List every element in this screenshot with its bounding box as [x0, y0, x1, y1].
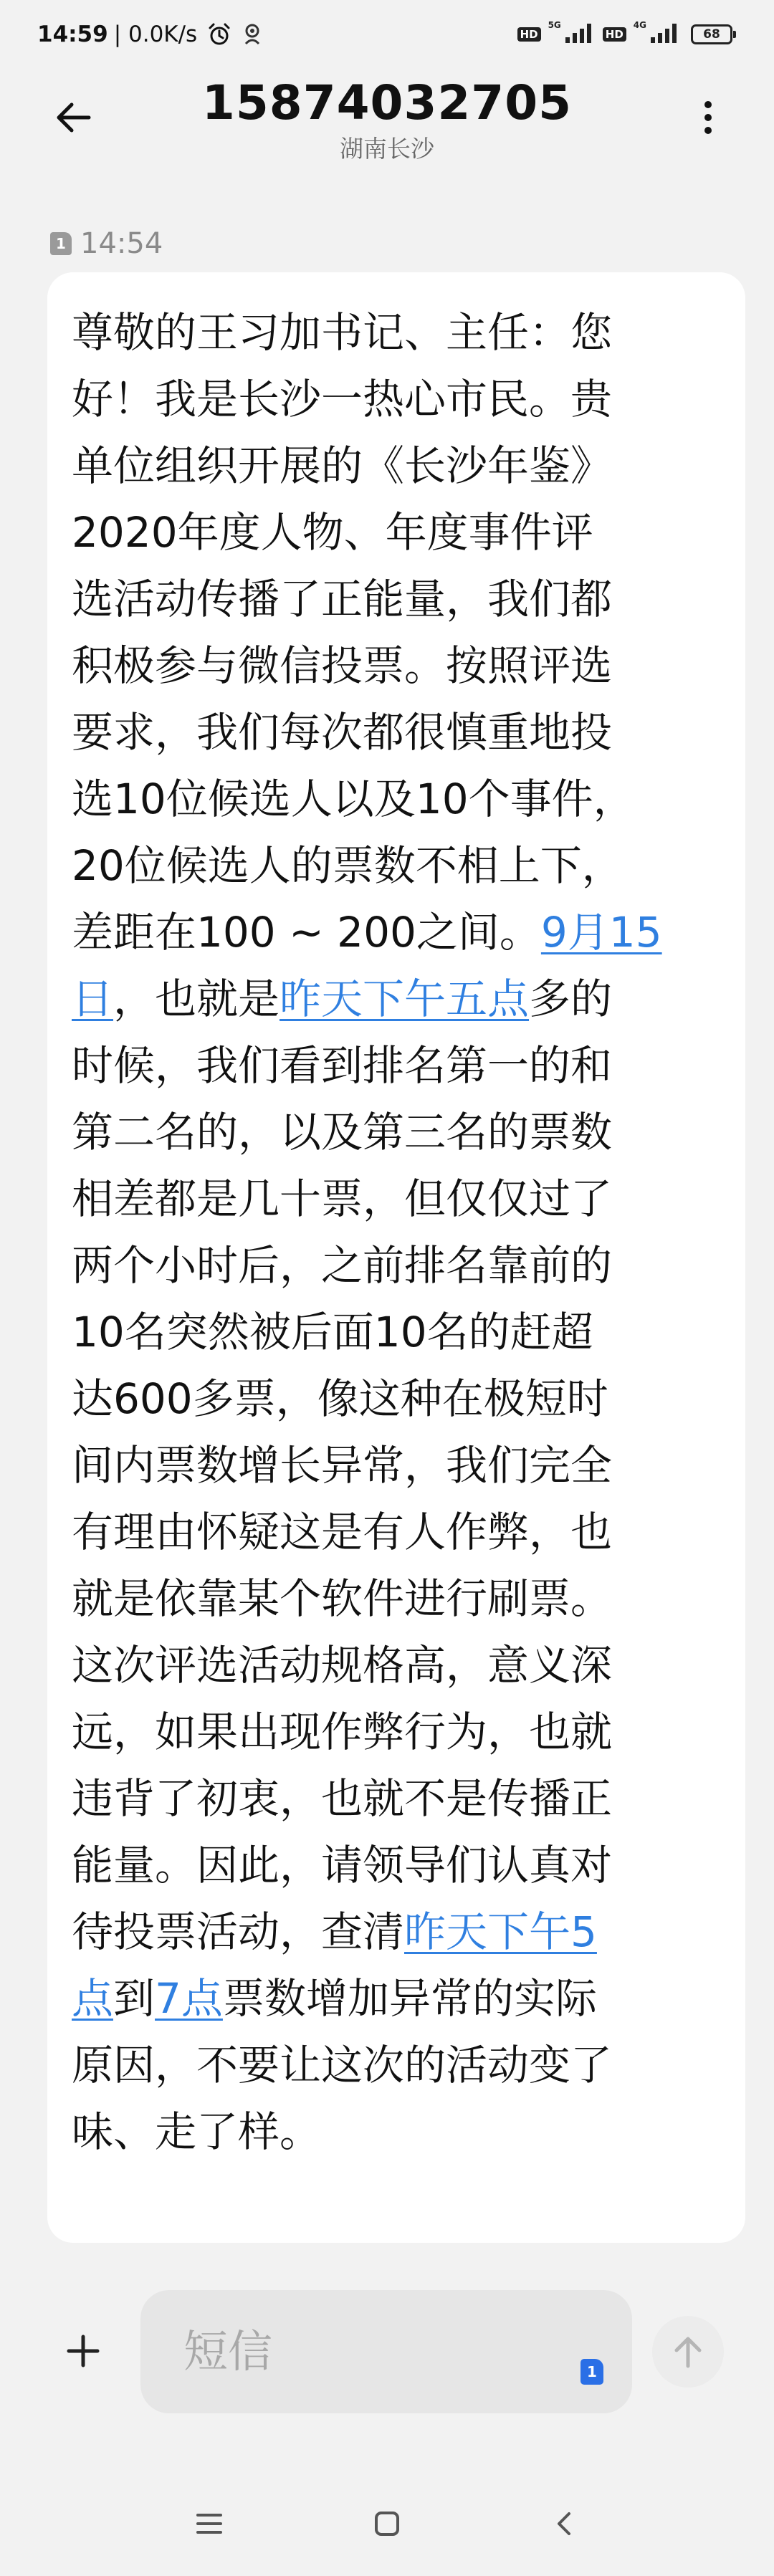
network-type-label: 5G [548, 20, 561, 30]
text-segment: 间内票数增长异常，我们完全 [72, 1441, 613, 1490]
text-segment: 差距在100 ~ 200之间。 [72, 908, 541, 957]
message-time: 14:54 [80, 227, 163, 260]
more-vertical-icon [701, 97, 715, 138]
contact-location: 湖南长沙 [340, 135, 434, 163]
text-segment: 积极参与微信投票。按照评选 [72, 641, 613, 690]
battery-icon [691, 24, 732, 44]
message-line [72, 1899, 721, 1965]
square-icon [373, 2509, 401, 2538]
text-segment: 远，如果出现作弊行为，也就 [72, 1708, 613, 1756]
message-line [72, 966, 721, 1033]
contact-title-block[interactable] [143, 69, 631, 165]
message-line [72, 1232, 721, 1299]
sim-select-button[interactable]: 1 [580, 2359, 603, 2385]
date-link[interactable]: 日 [72, 975, 114, 1023]
text-segment: 10名突然被后面10名的赶超 [72, 1308, 593, 1356]
time-link[interactable]: 点 [72, 1974, 114, 2023]
nav-home-button[interactable] [364, 2501, 410, 2547]
message-line [72, 566, 721, 633]
message-line [72, 1432, 721, 1499]
message-line [72, 300, 721, 366]
text-segment: 就是依靠某个软件进行刷票。 [72, 1574, 613, 1623]
text-segment: 到 [113, 1974, 156, 2023]
message-line [72, 1366, 721, 1432]
battery-level: 68 [703, 27, 720, 42]
text-segment: 味、走了样。 [72, 2107, 322, 2156]
status-right [517, 17, 732, 52]
message-line [72, 899, 721, 966]
menu-icon [195, 2511, 224, 2537]
text-segment: 选活动传播了正能量，我们都 [72, 575, 613, 623]
back-button[interactable] [50, 95, 96, 140]
message-input[interactable] [140, 2290, 632, 2413]
network-type-label-2: 4G [633, 20, 646, 30]
message-input-placeholder: 短信 [183, 2325, 273, 2378]
text-segment: 好！我是长沙一热心市民。贵 [72, 375, 613, 423]
time-link[interactable]: 昨天下午5 [404, 1907, 597, 1956]
message-meta [50, 228, 163, 259]
message-body [72, 300, 721, 2165]
text-segment: 2020年度人物、年度事件评 [72, 508, 593, 557]
message-line [72, 1832, 721, 1899]
more-options-button[interactable] [685, 95, 731, 140]
status-time: 14:59 [37, 21, 108, 47]
message-line [72, 1566, 721, 1632]
text-segment: ，也就是 [113, 975, 280, 1023]
message-line [72, 699, 721, 766]
back-arrow-icon [52, 96, 95, 139]
message-line [72, 1632, 721, 1699]
message-line [72, 633, 721, 699]
message-line [72, 1299, 721, 1366]
hd-badge: HD [517, 27, 541, 42]
message-line [72, 1499, 721, 1566]
send-button[interactable] [652, 2316, 724, 2388]
message-line [72, 499, 721, 566]
status-net-speed: | 0.0K/s [113, 21, 198, 47]
chevron-left-icon [550, 2509, 579, 2538]
message-line [72, 433, 721, 499]
message-line [72, 1166, 721, 1232]
time-link[interactable]: 昨天下午五点 [280, 975, 530, 1023]
text-segment: 时候，我们看到排名第一的和 [72, 1041, 613, 1090]
text-segment: 两个小时后，之前排名靠前的 [72, 1241, 613, 1290]
text-segment: 选10位候选人以及10个事件， [72, 775, 635, 823]
text-segment: 第二名的，以及第三名的票数 [72, 1108, 613, 1157]
text-segment: 能量。因此，请领导们认真对 [72, 1841, 613, 1890]
text-segment: 多的 [529, 975, 613, 1023]
text-segment: 原因，不要让这次的活动变了 [72, 2041, 613, 2089]
add-attachment-button[interactable] [57, 2325, 109, 2377]
message-line [72, 1965, 721, 2032]
message-line [72, 1699, 721, 1766]
text-segment: 相差都是几十票，但仅仅过了 [72, 1174, 613, 1223]
message-line [72, 2032, 721, 2099]
alarm-icon [207, 22, 231, 47]
nav-back-button[interactable] [542, 2501, 588, 2547]
text-segment: 尊敬的王习加书记、主任：您 [72, 308, 613, 357]
message-line [72, 1766, 721, 1832]
status-bar [0, 0, 774, 69]
message-line [72, 366, 721, 433]
message-line [72, 2099, 721, 2165]
text-segment: 20位候选人的票数不相上下， [72, 841, 624, 890]
text-segment: 票数增加异常的实际 [222, 1974, 597, 2023]
plus-icon [64, 2332, 102, 2370]
hd-badge-2: HD [603, 27, 626, 42]
text-segment: 有理由怀疑这是有人作弊，也 [72, 1508, 613, 1556]
conversation-header [0, 69, 774, 176]
message-line [72, 766, 721, 833]
text-segment: 这次评选活动规格高，意义深 [72, 1641, 613, 1690]
text-segment: 违背了初衷，也就不是传播正 [72, 1774, 613, 1823]
arrow-up-icon [669, 2333, 707, 2370]
message-line [72, 1099, 721, 1166]
message-line [72, 1033, 721, 1099]
text-segment: 单位组织开展的《长沙年鉴》 [72, 441, 613, 490]
text-segment: 待投票活动，查清 [72, 1907, 405, 1956]
nav-menu-button[interactable] [186, 2501, 232, 2547]
signal-icon-2 [649, 21, 681, 47]
contact-number: 15874032705 [201, 75, 573, 130]
app-notification-icon [242, 22, 263, 47]
time-link[interactable]: 7点 [155, 1974, 223, 2023]
text-segment: 要求，我们每次都很慎重地投 [72, 708, 613, 757]
message-bubble[interactable] [47, 272, 745, 2243]
text-segment: 达600多票，像这种在极短时 [72, 1374, 608, 1423]
date-link[interactable]: 9月15 [540, 908, 662, 957]
system-nav-bar [0, 2472, 774, 2576]
signal-icon [564, 21, 596, 47]
message-line [72, 833, 721, 899]
sim-card-icon: 1 [50, 232, 72, 255]
status-left [37, 14, 263, 54]
